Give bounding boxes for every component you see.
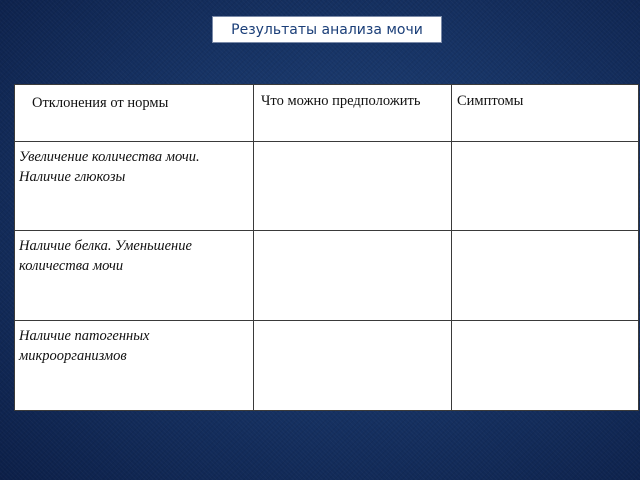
symptom-cell bbox=[452, 142, 639, 231]
header-symptoms: Симптомы bbox=[452, 85, 639, 142]
table-row bbox=[15, 231, 639, 321]
deviation-cell: Наличие патогенных микроорганизмов bbox=[15, 321, 254, 411]
symptom-cell bbox=[452, 321, 639, 411]
deviation-cell: Увеличение количества мочи. Наличие глюкозы bbox=[15, 142, 254, 231]
table-header-row bbox=[15, 85, 639, 142]
assumption-cell bbox=[254, 321, 452, 411]
assumption-cell bbox=[254, 231, 452, 321]
header-deviations: Отклонения от нормы bbox=[15, 85, 254, 142]
results-table bbox=[14, 84, 639, 411]
assumption-cell bbox=[254, 142, 452, 231]
slide-title: Результаты анализа мочи bbox=[212, 16, 442, 43]
deviation-cell: Наличие белка. Уменьшение количества мочи bbox=[15, 231, 254, 321]
symptom-cell bbox=[452, 231, 639, 321]
table-row bbox=[15, 321, 639, 411]
header-assumptions: Что можно предположить bbox=[254, 85, 452, 142]
table-row bbox=[15, 142, 639, 231]
